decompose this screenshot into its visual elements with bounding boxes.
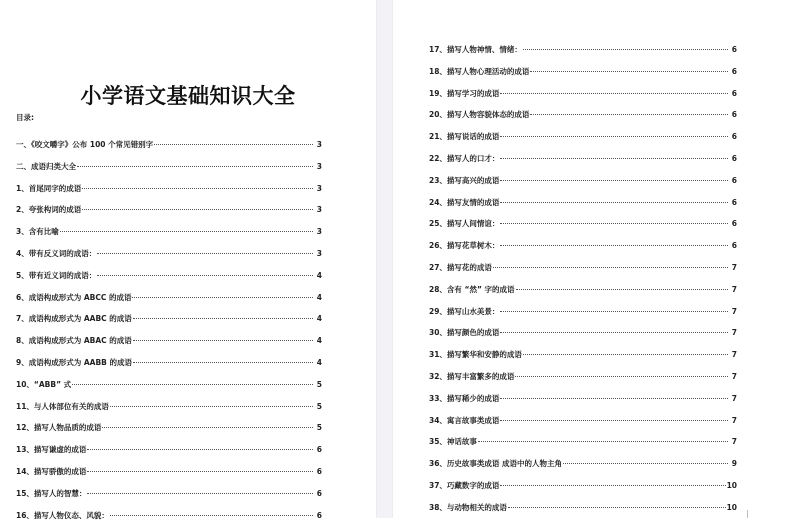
toc-entry-page-number: 5 xyxy=(316,423,322,433)
toc-dot-leader xyxy=(500,485,725,486)
toc-entry-page-number: 6 xyxy=(731,241,737,251)
toc-entry-page-number: 4 xyxy=(316,292,322,302)
toc-dot-leader xyxy=(133,362,313,363)
toc-entry-label: 22、描写人的口才： xyxy=(429,153,500,163)
toc-dot-leader xyxy=(530,71,728,72)
toc-entry-label: 36、历史故事类成语 成语中的人物主角 xyxy=(429,459,563,469)
toc-dot-leader xyxy=(500,245,728,246)
document-page-left xyxy=(0,0,376,518)
toc-entry[interactable] xyxy=(16,199,322,221)
toc-entry[interactable] xyxy=(16,352,322,374)
toc-list-left xyxy=(16,134,322,526)
toc-dot-leader xyxy=(110,406,313,407)
toc-dot-leader xyxy=(500,180,728,181)
toc-entry-page-number: 4 xyxy=(316,314,322,324)
toc-dot-leader xyxy=(87,471,313,472)
toc-entry[interactable] xyxy=(16,308,322,330)
toc-heading: 目录: xyxy=(16,113,34,122)
toc-entry-page-number: 6 xyxy=(731,153,737,163)
toc-entry[interactable] xyxy=(429,366,737,388)
toc-entry-page-number: 6 xyxy=(316,510,322,520)
toc-entry-label: 18、描写人物心理活动的成语 xyxy=(429,66,530,76)
toc-entry[interactable] xyxy=(429,410,737,432)
toc-entry[interactable] xyxy=(429,279,737,301)
document-title: 小学语文基础知识大全 xyxy=(80,84,296,108)
toc-entry-page-number: 3 xyxy=(316,205,322,215)
toc-dot-leader xyxy=(102,427,313,428)
toc-entry[interactable] xyxy=(429,431,737,453)
toc-entry-label: 24、描写友情的成语 xyxy=(429,197,500,207)
toc-entry[interactable] xyxy=(16,221,322,243)
toc-entry-label: 一、《咬文嚼字》公布 100 个常见错别字 xyxy=(16,140,154,149)
toc-entry-label: 23、描写高兴的成语 xyxy=(429,175,500,185)
toc-dot-leader xyxy=(87,449,313,450)
toc-entry[interactable] xyxy=(16,417,322,439)
toc-entry-label: 37、巧藏数字的成语 xyxy=(429,480,500,490)
toc-dot-leader xyxy=(132,297,313,298)
toc-entry-label: 30、描写颜色的成语 xyxy=(429,328,500,338)
toc-entry-page-number: 6 xyxy=(316,488,322,498)
toc-entry-label: 38、与动物相关的成语 xyxy=(429,502,507,512)
toc-entry-label: 35、神话故事 xyxy=(429,437,477,447)
toc-entry-label: 1、首尾同字的成语 xyxy=(16,183,82,193)
toc-entry-page-number: 6 xyxy=(731,45,737,54)
toc-entry[interactable] xyxy=(16,483,322,505)
toc-entry-page-number: 7 xyxy=(731,306,737,316)
toc-entry-label: 8、成语构成形式为 ABAC 的成语 xyxy=(16,336,132,346)
toc-entry-label: 26、描写花草树木： xyxy=(429,241,500,251)
toc-entry[interactable] xyxy=(16,461,322,483)
toc-entry-label: 13、描写谦虚的成语 xyxy=(16,445,87,455)
toc-dot-leader xyxy=(133,340,313,341)
toc-entry[interactable] xyxy=(16,134,322,156)
toc-entry-page-number: 7 xyxy=(731,262,737,272)
toc-entry-page-number: 6 xyxy=(731,197,737,207)
toc-dot-leader xyxy=(500,136,728,137)
toc-dot-leader xyxy=(500,311,728,312)
toc-entry-page-number: 7 xyxy=(731,328,737,338)
toc-dot-leader xyxy=(500,223,728,224)
toc-entry-label: 27、描写花的成语 xyxy=(429,262,492,272)
toc-entry[interactable] xyxy=(16,396,322,418)
toc-entry-page-number: 7 xyxy=(731,284,737,294)
toc-dot-leader xyxy=(133,318,313,319)
toc-entry[interactable] xyxy=(429,344,737,366)
toc-entry-label: 14、描写骄傲的成语 xyxy=(16,466,87,476)
toc-entry-page-number: 7 xyxy=(731,415,737,425)
toc-entry-page-number: 10 xyxy=(726,502,737,512)
toc-entry-page-number: 3 xyxy=(316,183,322,193)
toc-dot-leader xyxy=(563,463,728,464)
toc-entry[interactable] xyxy=(429,453,737,475)
toc-dot-leader xyxy=(500,420,728,421)
toc-entry-label: 16、描写人物仪态、风貌： xyxy=(16,510,109,520)
toc-dot-leader xyxy=(500,158,728,159)
toc-entry[interactable] xyxy=(429,322,737,344)
toc-entry[interactable] xyxy=(16,374,322,396)
toc-entry-page-number: 6 xyxy=(316,466,322,476)
toc-dot-leader xyxy=(508,507,726,508)
toc-entry-label: 二、成语归类大全 xyxy=(16,161,76,171)
toc-entry[interactable] xyxy=(429,148,737,170)
toc-entry-label: 19、描写学习的成语 xyxy=(429,88,500,98)
toc-entry[interactable] xyxy=(429,39,737,61)
toc-dot-leader xyxy=(60,231,313,232)
toc-entry[interactable] xyxy=(16,439,322,461)
toc-entry-label: 10、“ABB” 式 xyxy=(16,379,72,389)
toc-entry[interactable] xyxy=(429,83,737,105)
toc-entry-page-number: 7 xyxy=(731,393,737,403)
toc-entry-page-number: 4 xyxy=(316,336,322,346)
toc-entry[interactable] xyxy=(429,104,737,126)
toc-entry-page-number: 6 xyxy=(731,175,737,185)
toc-entry-page-number: 6 xyxy=(316,445,322,455)
toc-entry[interactable] xyxy=(429,126,737,148)
toc-entry-page-number: 9 xyxy=(731,459,737,469)
toc-dot-leader xyxy=(87,493,313,494)
toc-entry-page-number: 6 xyxy=(731,66,737,76)
toc-entry-label: 7、成语构成形式为 AABC 的成语 xyxy=(16,314,132,324)
toc-dot-leader xyxy=(516,289,728,290)
toc-entry[interactable] xyxy=(16,287,322,309)
toc-entry[interactable] xyxy=(429,475,737,497)
toc-entry-label: 33、描写稀少的成语 xyxy=(429,393,500,403)
toc-dot-leader xyxy=(110,515,313,516)
toc-dot-leader xyxy=(478,441,728,442)
toc-entry[interactable] xyxy=(429,388,737,410)
toc-entry-label: 15、描写人的智慧： xyxy=(16,488,87,498)
toc-entry[interactable] xyxy=(429,257,737,279)
toc-entry-label: 25、描写人间情谊： xyxy=(429,219,500,229)
toc-entry[interactable] xyxy=(16,178,322,200)
toc-entry-label: 9、成语构成形式为 AABB 的成语 xyxy=(16,357,132,367)
page-gutter xyxy=(376,0,393,518)
toc-entry-label: 17、描写人物神情、情绪： xyxy=(429,45,522,54)
toc-dot-leader xyxy=(97,253,313,254)
toc-entry-label: 32、描写丰富繁多的成语 xyxy=(429,371,515,381)
toc-entry-label: 5、带有近义词的成语： xyxy=(16,270,97,280)
toc-dot-leader xyxy=(82,209,313,210)
toc-entry-page-number: 4 xyxy=(316,357,322,367)
toc-dot-leader xyxy=(500,332,728,333)
toc-entry-label: 29、描写山水美景： xyxy=(429,306,500,316)
toc-entry-page-number: 4 xyxy=(316,270,322,280)
toc-entry-page-number: 6 xyxy=(731,219,737,229)
toc-entry-page-number: 7 xyxy=(731,371,737,381)
toc-entry-page-number: 3 xyxy=(316,227,322,237)
toc-entry-page-number: 6 xyxy=(731,110,737,120)
toc-dot-leader xyxy=(493,267,728,268)
toc-entry-label: 28、含有 “然” 字的成语 xyxy=(429,284,515,294)
toc-dot-leader xyxy=(523,49,728,50)
toc-entry-page-number: 7 xyxy=(731,437,737,447)
toc-dot-leader xyxy=(72,384,313,385)
toc-entry-page-number: 3 xyxy=(316,140,322,149)
toc-dot-leader xyxy=(82,188,313,189)
toc-entry[interactable] xyxy=(16,243,322,265)
page-corner-marker xyxy=(747,510,748,518)
toc-entry-label: 20、描写人物容貌体态的成语 xyxy=(429,110,530,120)
toc-entry-page-number: 6 xyxy=(731,132,737,142)
toc-dot-leader xyxy=(77,166,313,167)
toc-entry-page-number: 5 xyxy=(316,401,322,411)
toc-entry-page-number: 7 xyxy=(731,350,737,360)
toc-dot-leader xyxy=(515,376,728,377)
toc-dot-leader xyxy=(500,398,728,399)
toc-dot-leader xyxy=(500,202,728,203)
toc-entry[interactable] xyxy=(429,213,737,235)
toc-entry[interactable] xyxy=(429,235,737,257)
toc-entry[interactable] xyxy=(16,156,322,178)
toc-dot-leader xyxy=(530,114,728,115)
toc-entry[interactable] xyxy=(16,505,322,526)
toc-entry-label: 6、成语构成形式为 ABCC 的成语 xyxy=(16,292,132,302)
toc-dot-leader xyxy=(500,93,728,94)
toc-dot-leader xyxy=(523,354,728,355)
toc-entry-label: 4、带有反义词的成语： xyxy=(16,248,97,258)
toc-entry-label: 2、夸张构词的成语 xyxy=(16,205,82,215)
toc-entry[interactable] xyxy=(16,330,322,352)
toc-entry[interactable] xyxy=(429,301,737,323)
toc-entry-label: 31、描写繁华和安静的成语 xyxy=(429,350,522,360)
toc-entry-label: 3、含有比喻 xyxy=(16,227,59,237)
toc-entry-label: 11、与人体部位有关的成语 xyxy=(16,401,109,411)
toc-entry-label: 12、描写人物品质的成语 xyxy=(16,423,102,433)
toc-dot-leader xyxy=(97,275,313,276)
toc-entry[interactable] xyxy=(429,170,737,192)
toc-entry-page-number: 6 xyxy=(731,88,737,98)
toc-entry[interactable] xyxy=(16,265,322,287)
toc-entry-label: 21、描写说话的成语 xyxy=(429,132,500,142)
toc-dot-leader xyxy=(154,144,313,145)
toc-entry-page-number: 10 xyxy=(726,480,737,490)
toc-entry-page-number: 3 xyxy=(316,248,322,258)
toc-entry[interactable] xyxy=(429,497,737,519)
toc-entry-page-number: 3 xyxy=(316,161,322,171)
toc-entry-page-number: 5 xyxy=(316,379,322,389)
toc-entry[interactable] xyxy=(429,192,737,214)
toc-list-right xyxy=(429,39,737,519)
toc-entry-label: 34、寓言故事类成语 xyxy=(429,415,500,425)
toc-entry[interactable] xyxy=(429,61,737,83)
